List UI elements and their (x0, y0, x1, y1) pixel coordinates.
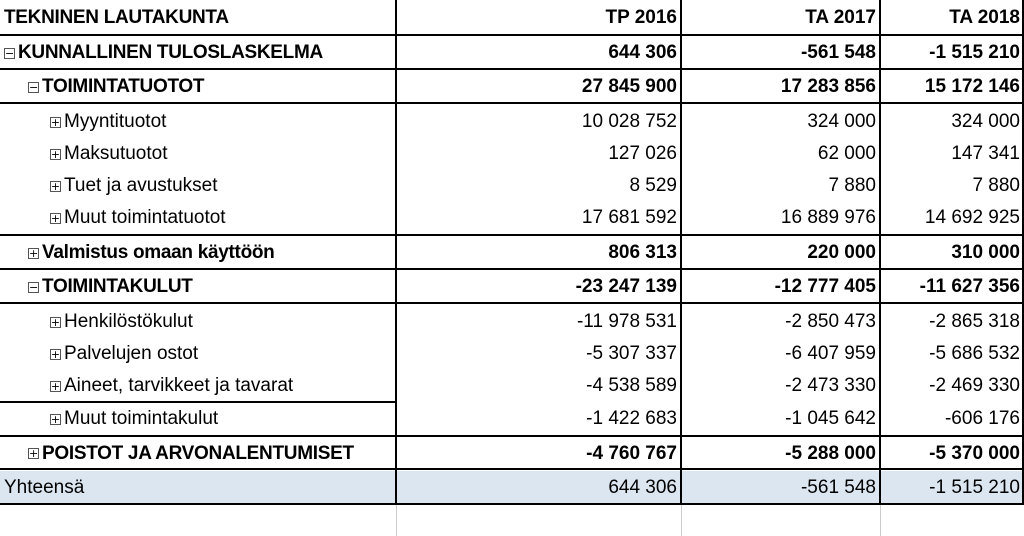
value-cell[interactable]: -4 538 589 (586, 375, 677, 396)
table-row[interactable] (0, 70, 1024, 104)
grid-line (0, 68, 1024, 70)
row-label-cell (0, 138, 397, 170)
row-label-cell (0, 236, 397, 270)
value-cell[interactable]: -4 760 767 (586, 442, 677, 464)
grid-line (680, 0, 682, 505)
table-row[interactable] (0, 202, 1024, 234)
header-row (0, 0, 1024, 36)
table-row[interactable] (0, 403, 1024, 435)
row-label: Maksutuotot (64, 143, 168, 164)
grid-line (880, 505, 881, 536)
table-row[interactable] (0, 106, 1024, 138)
value-cell[interactable]: 16 889 976 (780, 207, 876, 228)
row-label: TOIMINTAKULUT (42, 276, 193, 297)
value-cell[interactable]: -5 686 532 (929, 343, 1020, 364)
table-row[interactable] (0, 338, 1024, 370)
value-cell[interactable]: 7 880 (972, 175, 1020, 196)
total-value-cell[interactable]: 644 306 (608, 476, 677, 498)
value-cell[interactable]: -2 473 330 (785, 375, 876, 396)
value-cell[interactable]: 324 000 (807, 111, 876, 132)
expand-icon[interactable]: + (50, 115, 61, 129)
value-cell[interactable]: -2 469 330 (929, 375, 1020, 396)
expand-icon[interactable]: + (50, 315, 61, 329)
value-cell[interactable]: -23 247 139 (575, 276, 677, 297)
table-title: TEKNINEN LAUTAKUNTA (4, 7, 229, 28)
table-row[interactable] (0, 138, 1024, 170)
value-cell[interactable]: 27 845 900 (581, 76, 677, 97)
value-cell[interactable]: 220 000 (807, 242, 876, 263)
grid-line (0, 234, 1024, 236)
total-value-cell[interactable]: -1 515 210 (929, 476, 1020, 498)
row-label-cell (0, 338, 397, 370)
value-cell[interactable]: -12 777 405 (774, 276, 876, 297)
collapse-icon[interactable]: − (29, 80, 38, 94)
row-label: Aineet, tarvikkeet ja tavarat (64, 375, 294, 396)
row-label: Henkilöstökulut (64, 311, 193, 332)
value-cell[interactable]: 324 000 (951, 111, 1020, 132)
value-cell[interactable]: -561 548 (800, 42, 876, 63)
row-label: Tuet ja avustukset (64, 175, 218, 196)
collapse-icon[interactable]: − (29, 280, 38, 294)
grid-line (0, 401, 397, 403)
grid-line (879, 0, 881, 505)
table-row[interactable] (0, 36, 1024, 70)
expand-icon[interactable]: + (50, 179, 61, 193)
column-header-tp2016[interactable]: TP 2016 (605, 7, 677, 28)
grid-line (395, 0, 397, 505)
value-cell[interactable]: -1 422 683 (586, 408, 677, 429)
value-cell[interactable]: 806 313 (608, 242, 677, 263)
row-label-cell (0, 106, 397, 138)
grid-line (396, 505, 397, 536)
value-cell[interactable]: 62 000 (817, 143, 876, 164)
row-label: Muut toimintakulut (64, 408, 219, 429)
row-label-cell (0, 306, 397, 338)
table-row[interactable] (0, 306, 1024, 338)
value-cell[interactable]: 7 880 (828, 175, 876, 196)
table-row[interactable] (0, 236, 1024, 270)
grid-line (0, 435, 1024, 437)
column-header-ta2017[interactable]: TA 2017 (805, 7, 876, 28)
row-label: Muut toimintatuotot (64, 207, 226, 228)
value-cell[interactable]: 310 000 (951, 242, 1020, 263)
value-cell[interactable]: 17 681 592 (581, 207, 677, 228)
row-label-cell (0, 437, 397, 470)
row-label-cell (0, 170, 397, 202)
value-cell[interactable]: 15 172 146 (924, 76, 1020, 97)
value-cell[interactable]: -2 850 473 (785, 311, 876, 332)
value-cell[interactable]: 10 028 752 (581, 111, 677, 132)
grid-line (0, 102, 1024, 104)
row-label: Valmistus omaan käyttöön (42, 242, 275, 263)
value-cell[interactable]: -606 176 (944, 408, 1020, 429)
table-row[interactable] (0, 170, 1024, 202)
row-label: KUNNALLINEN TULOSLASKELMA (18, 42, 323, 63)
expand-icon[interactable]: + (50, 379, 61, 393)
value-cell[interactable]: -11 627 356 (919, 276, 1020, 297)
value-cell[interactable]: -5 307 337 (586, 343, 677, 364)
table-row[interactable] (0, 437, 1024, 470)
grid-line (0, 468, 1024, 470)
row-label-cell (0, 36, 397, 70)
row-label-cell (0, 202, 397, 234)
value-cell[interactable]: 17 283 856 (780, 76, 876, 97)
grid-line (0, 302, 1024, 304)
row-label-cell (0, 403, 397, 435)
value-cell[interactable]: -5 370 000 (929, 442, 1020, 464)
expand-icon[interactable]: + (50, 147, 61, 161)
row-label-cell (0, 370, 397, 402)
expand-icon[interactable]: + (50, 412, 61, 426)
value-cell[interactable]: -6 407 959 (785, 343, 876, 364)
grid-line (0, 268, 1024, 270)
expand-icon[interactable]: + (50, 347, 61, 361)
table-row[interactable] (0, 370, 1024, 402)
table-row[interactable] (0, 270, 1024, 304)
value-cell[interactable]: 644 306 (608, 42, 677, 63)
row-label: POISTOT JA ARVONALENTUMISET (42, 442, 354, 464)
value-cell[interactable]: 127 026 (608, 143, 677, 164)
value-cell[interactable]: -2 865 318 (929, 311, 1020, 332)
grid-line (0, 503, 1024, 505)
value-cell[interactable]: 14 692 925 (924, 207, 1020, 228)
expand-icon[interactable]: + (29, 246, 38, 260)
expand-icon[interactable]: + (29, 447, 38, 460)
value-cell[interactable]: -5 288 000 (785, 442, 876, 464)
grand-total-row[interactable] (0, 471, 1024, 504)
row-label: Myyntituotot (64, 111, 167, 132)
value-cell[interactable]: -1 515 210 (929, 42, 1020, 63)
column-header-ta2018[interactable]: TA 2018 (949, 7, 1020, 28)
row-label-cell (0, 70, 397, 104)
value-cell[interactable]: 147 341 (951, 143, 1020, 164)
total-label: Yhteensä (4, 476, 85, 498)
row-label: Palvelujen ostot (64, 343, 199, 364)
value-cell[interactable]: -1 045 642 (785, 408, 876, 429)
grid-line (681, 505, 682, 536)
collapse-icon[interactable]: − (5, 46, 14, 60)
grid-line (0, 34, 1024, 36)
row-label-cell (0, 270, 397, 304)
expand-icon[interactable]: + (50, 211, 61, 225)
value-cell[interactable]: -11 978 531 (576, 311, 677, 332)
row-label: TOIMINTATUOTOT (42, 76, 205, 97)
total-value-cell[interactable]: -561 548 (800, 476, 876, 498)
value-cell[interactable]: 8 529 (629, 175, 677, 196)
